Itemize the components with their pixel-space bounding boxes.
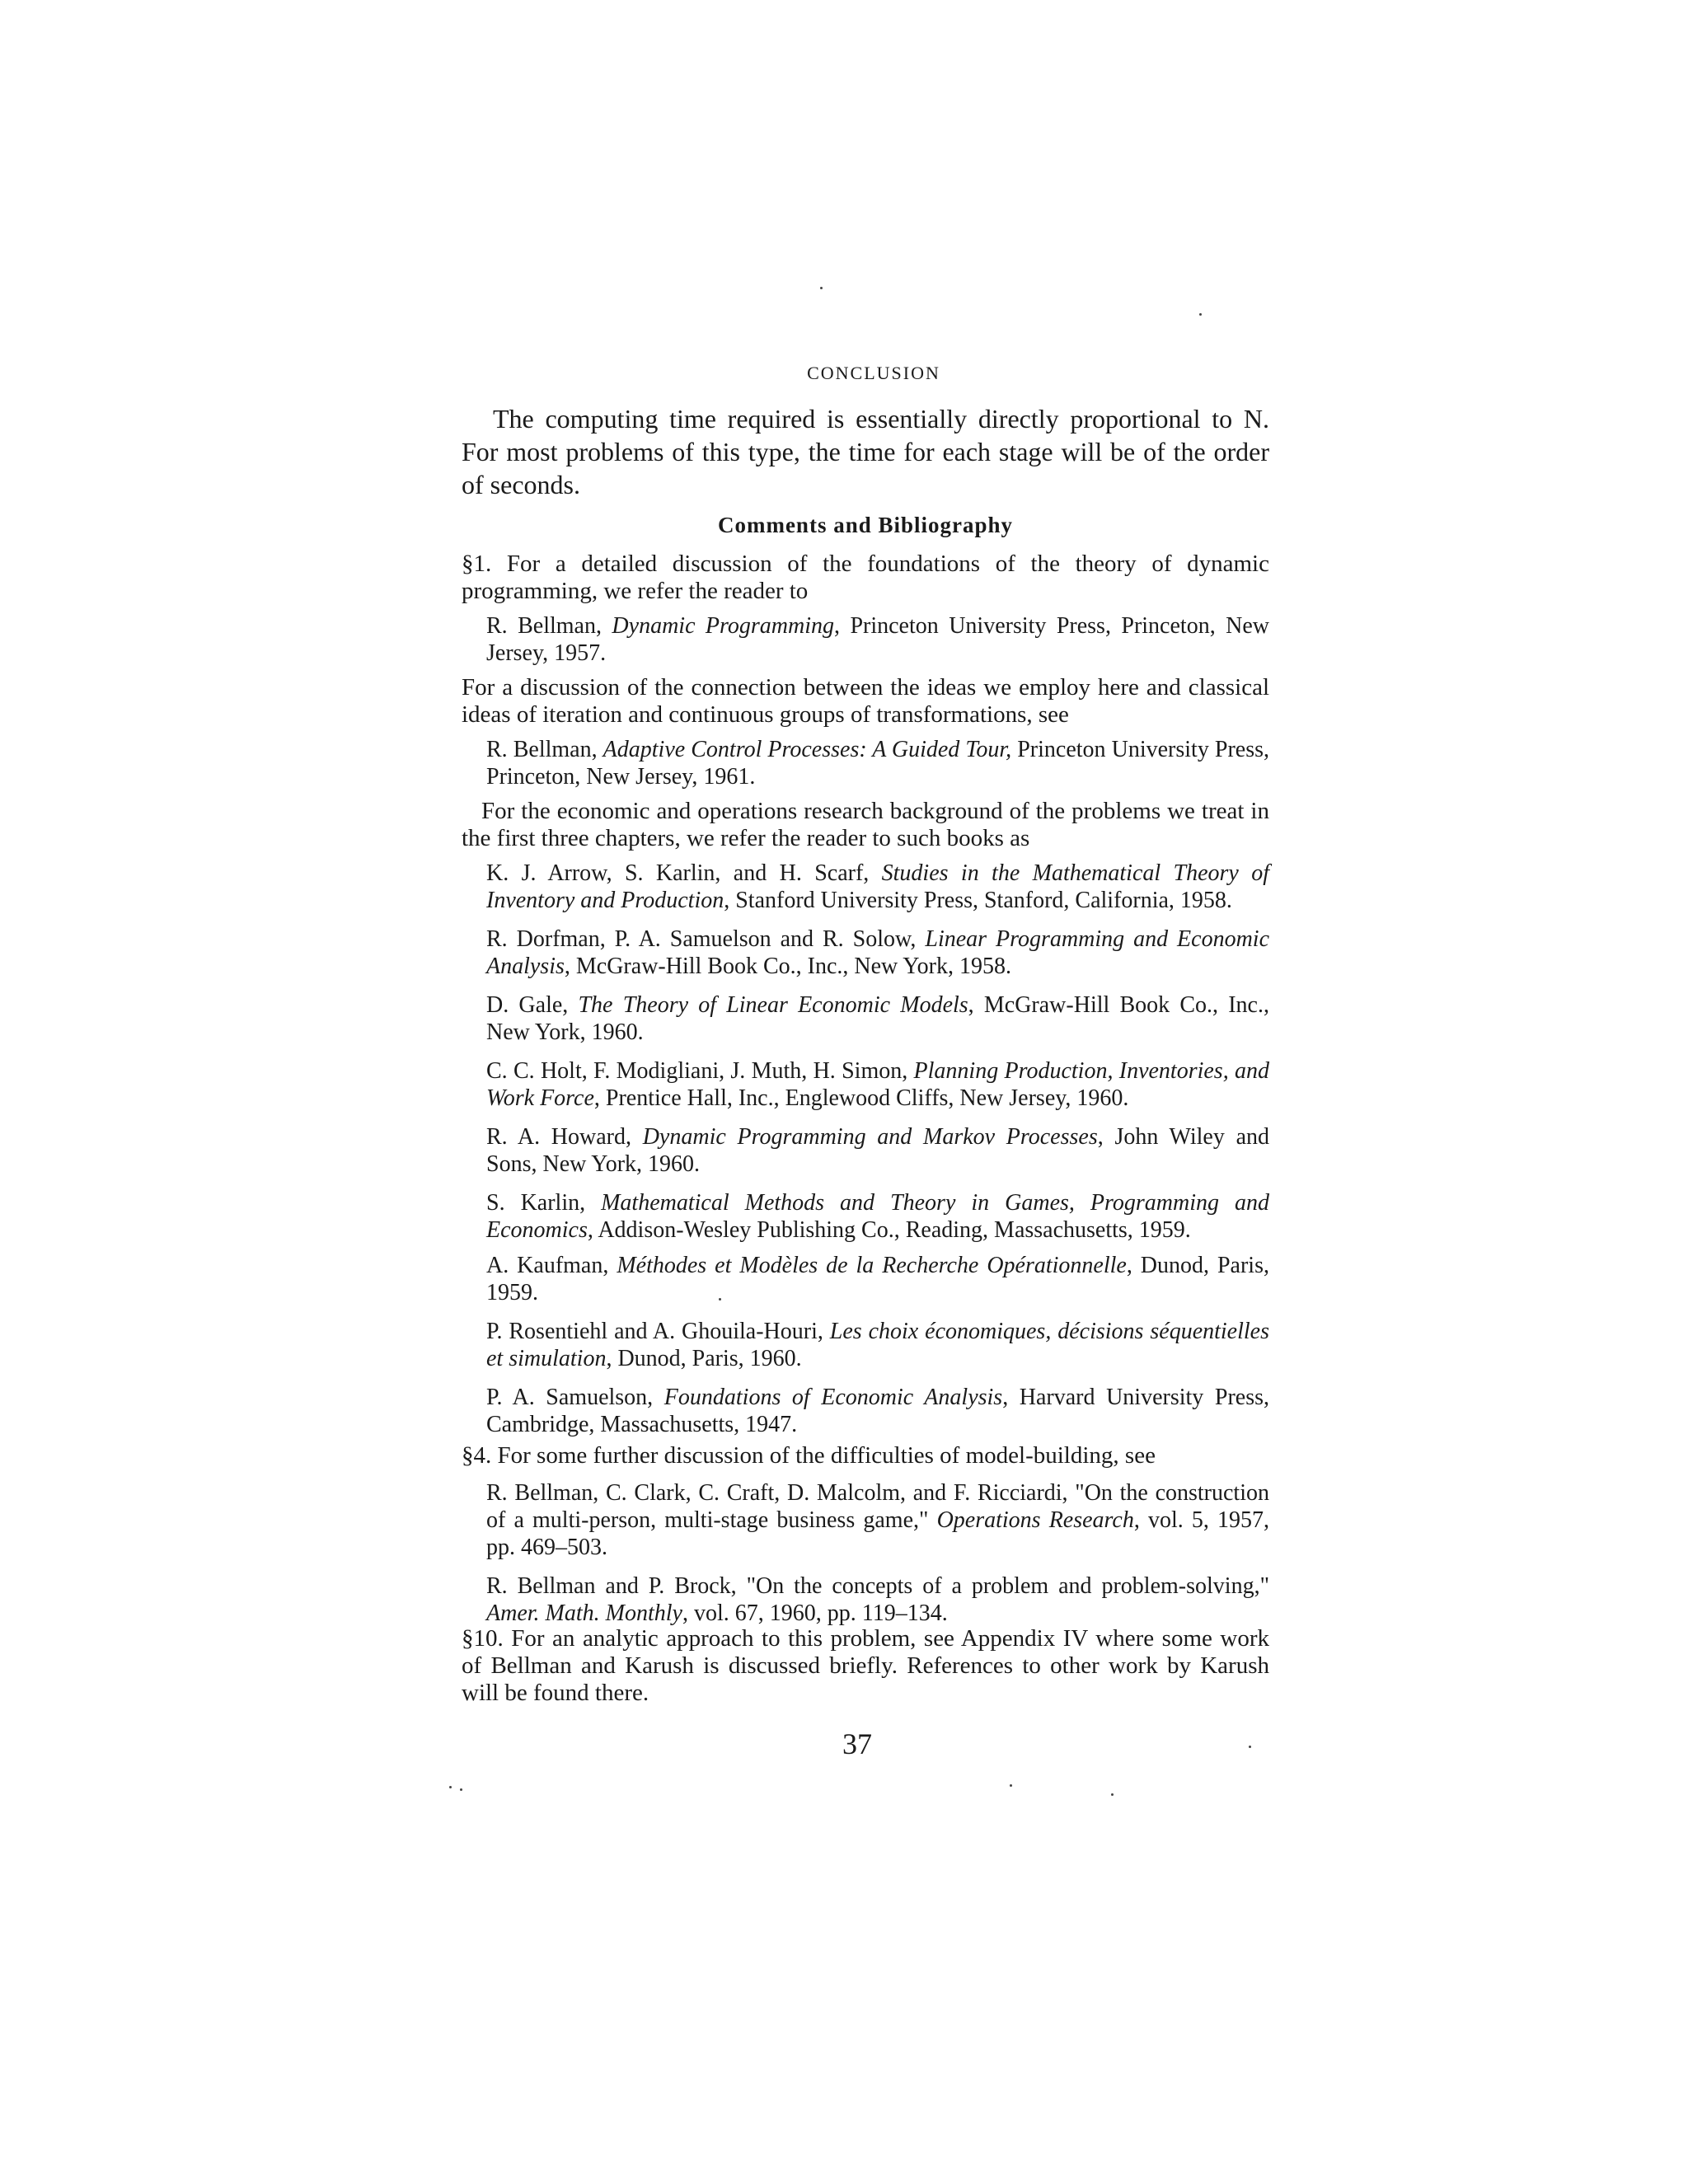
- scan-speck: [460, 1788, 462, 1791]
- reference-item: A. Kaufman, Méthodes et Modèles de la Recherche Opérationnelle, Dunod, Paris, 1959.: [486, 1253, 1269, 1305]
- reference-item: D. Gale, The Theory of Linear Economic Models, McGraw-Hill Book Co., Inc., New York, 1960.: [486, 992, 1269, 1045]
- reference-item: R. Dorfman, P. A. Samuelson and R. Solow, Linear Programming and Economic Analysis, McGraw-Hill Book Co., Inc., New York, 1958.: [486, 926, 1270, 979]
- s10-paragraph: §10. For an analytic approach to this problem, see Appendix IV where some work of Bellman and Karush is discussed briefly. References to other work by Karush will be found there.: [462, 1625, 1269, 1706]
- section-1-block: [462, 551, 1269, 1438]
- reference-item: P. Rosentiehl and A. Ghouila-Houri, Les choix économiques, décisions séquentielles et simulation, Dunod, Paris, 1960.: [486, 1319, 1269, 1371]
- reference-item: P. A. Samuelson, Foundations of Economic Analysis, Harvard University Press, Cambridge, Massachusetts, 1947.: [486, 1385, 1269, 1437]
- reference-item: C. C. Holt, F. Modigliani, J. Muth, H. Simon, Planning Production, Inventories, and Work Force, Prentice Hall, Inc., Englewood Cliffs, New Jersey, 1960.: [486, 1058, 1269, 1111]
- s4-lead: §4. For some further discussion of the difficulties of model-building, see: [462, 1442, 1156, 1469]
- page-number: 37: [842, 1727, 872, 1760]
- running-header: CONCLUSION: [807, 363, 940, 383]
- scan-speck: [1199, 313, 1202, 316]
- scan-speck: [820, 287, 823, 289]
- reference-item: K. J. Arrow, S. Karlin, and H. Scarf, Studies in the Mathematical Theory of Inventory and Production, Stanford University Press, Stanford, California, 1958.: [486, 860, 1270, 913]
- scan-speck: [719, 1298, 721, 1301]
- reference-item: R. Bellman and P. Brock, "On the concepts of a problem and problem-solving," Amer. Math. Monthly, vol. 67, 1960, pp. 119–134.: [486, 1573, 1269, 1626]
- reference-item: S. Karlin, Mathematical Methods and Theory in Games, Programming and Economics, Addison-Wesley Publishing Co., Reading, Massachusetts, 1959.: [486, 1190, 1269, 1243]
- scan-speck: [449, 1786, 452, 1788]
- reference-item: R. A. Howard, Dynamic Programming and Markov Processes, John Wiley and Sons, New York, 1960.: [486, 1124, 1269, 1177]
- reference-item: R. Bellman, Dynamic Programming, Princeton University Press, Princeton, New Jersey, 1957.: [486, 613, 1269, 666]
- section-10-block: [462, 1625, 1269, 1707]
- scan-speck: [1010, 1784, 1012, 1787]
- scan-speck: [1249, 1746, 1251, 1748]
- s1-lead: §1. For a detailed discussion of the foundations of the theory of dynamic programming, we refer the reader to: [462, 551, 1269, 604]
- section-heading-block: [462, 513, 1269, 538]
- section-heading: Comments and Bibliography: [717, 513, 1014, 537]
- scan-speck: [1111, 1793, 1114, 1796]
- intro-paragraph-block: [462, 402, 1269, 501]
- section-4-block: [462, 1442, 1269, 1627]
- reference-item: R. Bellman, Adaptive Control Processes: A Guided Tour, Princeton University Press, Princeton, New Jersey, 1961.: [486, 737, 1269, 790]
- s1-lead-2: For a discussion of the connection between the ideas we employ here and classical ideas of iteration and continuous groups of transformations, see: [462, 674, 1269, 728]
- reference-item: R. Bellman, C. Clark, C. Craft, D. Malcolm, and F. Ricciardi, "On the construction of a multi-person, multi-stage business game," Operations Research, vol. 5, 1957, pp. 469–503.: [486, 1480, 1270, 1560]
- intro-paragraph: The computing time required is essentially directly proportional to N. For most problems of this type, the time for each stage will be of the order of seconds.: [462, 404, 1269, 499]
- s1-lead-3: For the economic and operations research background of the problems we treat in the first three chapters, we refer the reader to such books as: [462, 798, 1269, 851]
